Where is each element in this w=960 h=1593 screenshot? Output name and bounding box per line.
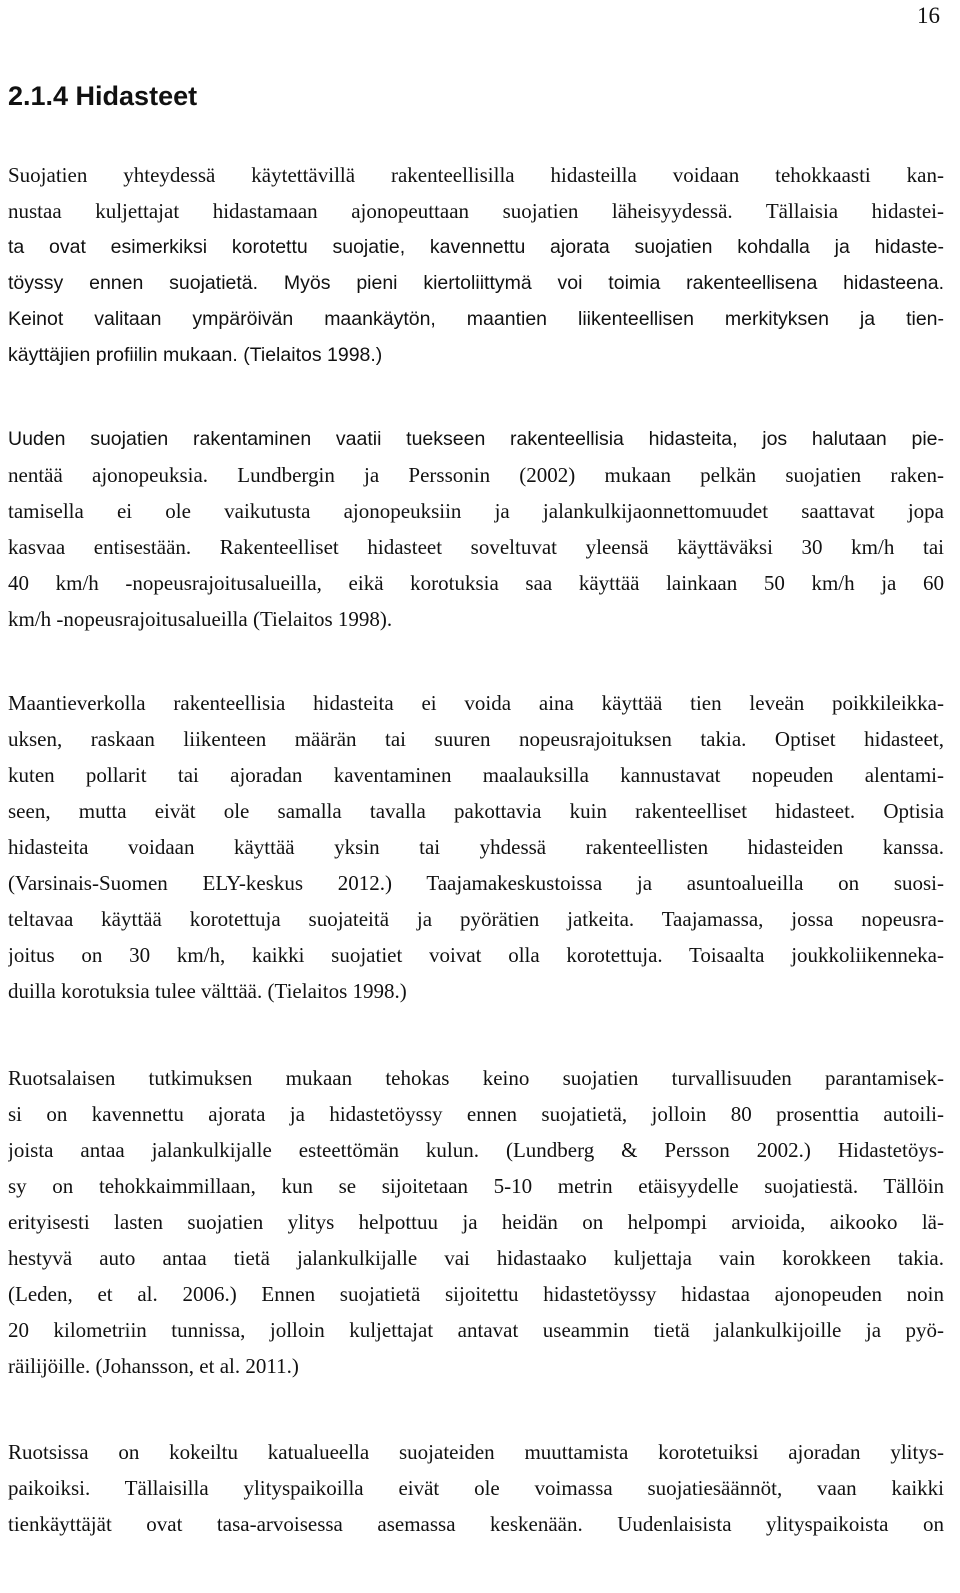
text-line: uksen, raskaan liikenteen määrän tai suuren nopeusrajoituksen takia. Optiset hidasteet, [8,727,944,751]
text-line: seen, mutta eivät ole samalla tavalla pakottavia kuin rakenteelliset hidasteet. Optisia [8,799,944,823]
text-line: Uuden suojatien rakentaminen vaatii tuekseen rakenteellisia hidasteita, jos halutaan pie- [8,428,944,450]
text-line: si on kavennettu ajorata ja hidastetöyssy ennen suojatietä, jolloin 80 prosenttia autoili- [8,1102,944,1126]
text-line: paikoiksi. Tällaisilla ylityspaikoilla eivät ole voimassa suojatiesäännöt, vaan kaikki [8,1476,944,1500]
text-line: käyttäjien profiilin mukaan. (Tielaitos 1998.) [8,344,383,366]
paragraph-5 [8,1434,944,1542]
text-line: Ruotsalaisen tutkimuksen mukaan tehokas keino suojatien turvallisuuden parantamisek- [8,1066,944,1090]
text-line: (Leden, et al. 2006.) Ennen suojatietä sijoitettu hidastetöyssy hidastaa ajonopeuden noin [8,1282,944,1306]
text-line: Keinot valitaan ympäröivän maankäytön, maantien liikenteellisen merkityksen ja tien- [8,308,944,330]
text-line: Ruotsissa on kokeiltu katualueella suojateiden muuttamista korotetuiksi ajoradan ylitys- [8,1440,944,1464]
text-line: kasvaa entisestään. Rakenteelliset hidasteet soveltuvat yleensä käyttäväksi 30 km/h tai [8,535,944,559]
paragraph-1 [8,157,944,373]
text-line: räilijöille. (Johansson, et al. 2011.) [8,1354,299,1378]
text-line: duilla korotuksia tulee välttää. (Tielaitos 1998.) [8,979,407,1003]
text-line: hidasteita voidaan käyttää yksin tai yhdessä rakenteellisten hidasteiden kanssa. [8,835,944,859]
text-line: sy on tehokkaimmillaan, kun se sijoitetaan 5-10 metrin etäisyydelle suojatiestä. Tällöin [8,1174,944,1198]
paragraph-3 [8,685,944,1009]
text-line: nustaa kuljettajat hidastamaan ajonopeuttaan suojatien läheisyydessä. Tällaisia hidastei- [8,199,944,223]
text-line: Suojatien yhteydessä käytettävillä rakenteellisilla hidasteilla voidaan tehokkaasti kan- [8,163,944,187]
paragraph-2 [8,421,944,637]
text-line: 20 kilometriin tunnissa, jolloin kuljettajat antavat useammin tietä jalankulkijoille ja pyö- [8,1318,944,1342]
text-line: hestyvä auto antaa tietä jalankulkijalle vai hidastaako kuljettaja vain korokkeen takia. [8,1246,944,1270]
text-line: km/h -nopeusrajoitusalueilla (Tielaitos 1998). [8,607,393,631]
text-line: ta ovat esimerkiksi korotettu suojatie, kavennettu ajorata suojatien kohdalla ja hidaste- [8,236,944,258]
text-line: joitus on 30 km/h, kaikki suojatiet voivat olla korotettuja. Toisaalta joukkoliikenneka- [8,943,944,967]
text-line: nentää ajonopeuksia. Lundbergin ja Perssonin (2002) mukaan pelkän suojatien raken- [8,463,944,487]
text-line: töyssy ennen suojatietä. Myös pieni kiertoliittymä voi toimia rakenteellisena hidasteena. [8,272,944,294]
text-line: kuten pollarit tai ajoradan kaventaminen maalauksilla kannustavat nopeuden alentami- [8,763,944,787]
text-line: 40 km/h -nopeusrajoitusalueilla, eikä korotuksia saa käyttää lainkaan 50 km/h ja 60 [8,571,944,595]
text-line: tienkäyttäjät ovat tasa-arvoisessa asemassa keskenään. Uudenlaisista ylityspaikoista on [8,1512,944,1536]
text-line: Maantieverkolla rakenteellisia hidasteita ei voida aina käyttää tien leveän poikkileikka- [8,691,944,715]
text-line: (Varsinais-Suomen ELY-keskus 2012.) Taajamakeskustoissa ja asuntoalueilla on suosi- [8,871,944,895]
section-heading: 2.1.4 Hidasteet [8,81,198,111]
text-line: tamisella ei ole vaikutusta ajonopeuksiin ja jalankulkijaonnettomuudet saattavat jopa [8,499,944,523]
text-line: joista antaa jalankulkijalle esteettömän kulun. (Lundberg & Persson 2002.) Hidastetöys- [8,1138,944,1162]
page-number: 16 [917,3,940,28]
text-line: teltavaa käyttää korotettuja suojateitä ja pyörätien jatkeita. Taajamassa, jossa nopeusra- [8,907,944,931]
paragraph-4 [8,1060,944,1384]
text-line: erityisesti lasten suojatien ylitys helpottuu ja heidän on helpompi arvioida, aikooko lä- [8,1210,944,1234]
